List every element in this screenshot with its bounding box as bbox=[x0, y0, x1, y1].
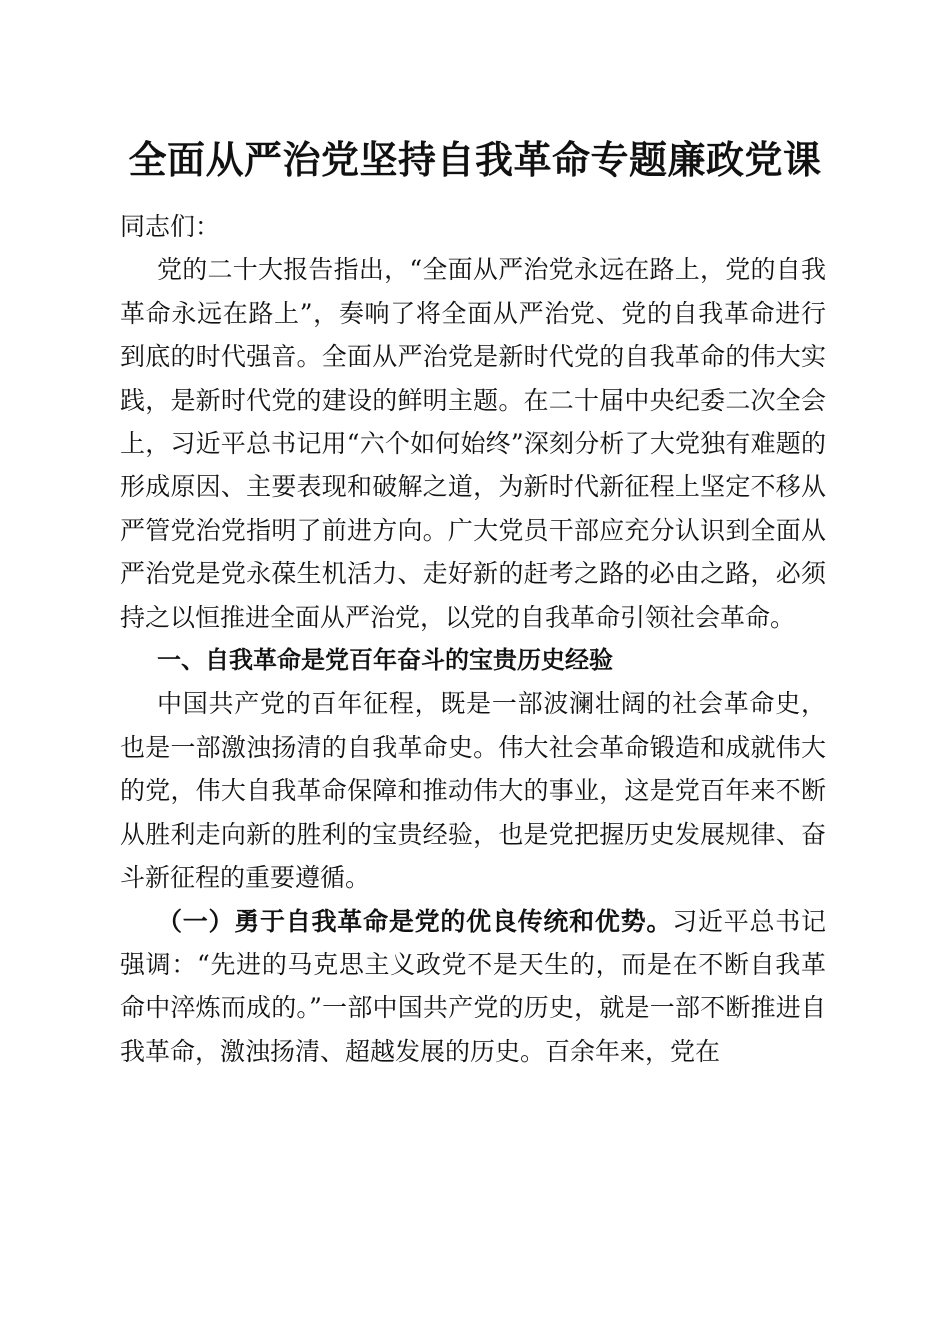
subsection-text: 习近平总书记强调：“先进的马克思主义政党不是天生的，而是在不断自我革命中淬炼而成的。”一部中国共产党的历史，就是一部不断推进自我革命，激浊扬清、超越发展的历史。百余年来，党在 bbox=[120, 906, 826, 1066]
document-title: 全面从严治党坚持自我革命专题廉政党课 bbox=[128, 138, 822, 182]
subsection-lead: （一）勇于自我革命是党的优良传统和优势。 bbox=[157, 906, 673, 936]
document-body bbox=[120, 205, 826, 1073]
salutation: 同志们： bbox=[120, 212, 221, 241]
section-paragraph: 中国共产党的百年征程，既是一部波澜壮阔的社会革命史，也是一部激浊扬清的自我革命史。伟大社会革命锻造和成就伟大的党，伟大自我革命保障和推动伟大的事业，这是党百年来不断从胜利走向新的胜利的宝贵经验，也是党把握历史发展规律、奋斗新征程的重要遵循。 bbox=[120, 689, 826, 893]
subsection-paragraph bbox=[120, 900, 826, 1074]
intro-paragraph: 党的二十大报告指出，“全面从严治党永远在路上，党的自我革命永远在路上”，奏响了将全面从严治党、党的自我革命进行到底的时代强音。全面从严治党是新时代党的自我革命的伟大实践，是新时代党的建设的鲜明主题。在二十届中央纪委二次全会上，习近平总书记用“六个如何始终”深刻分析了大党独有难题的形成原因、主要表现和破解之道，为新时代新征程上坚定不移从严管党治党指明了前进方向。广大党员干部应充分认识到全面从严治党是党永葆生机活力、走好新的赶考之路的必由之路，必须持之以恒推进全面从严治党，以党的自我革命引领社会革命。 bbox=[120, 255, 826, 632]
section-heading: 一、自我革命是党百年奋斗的宝贵历史经验 bbox=[157, 646, 613, 675]
